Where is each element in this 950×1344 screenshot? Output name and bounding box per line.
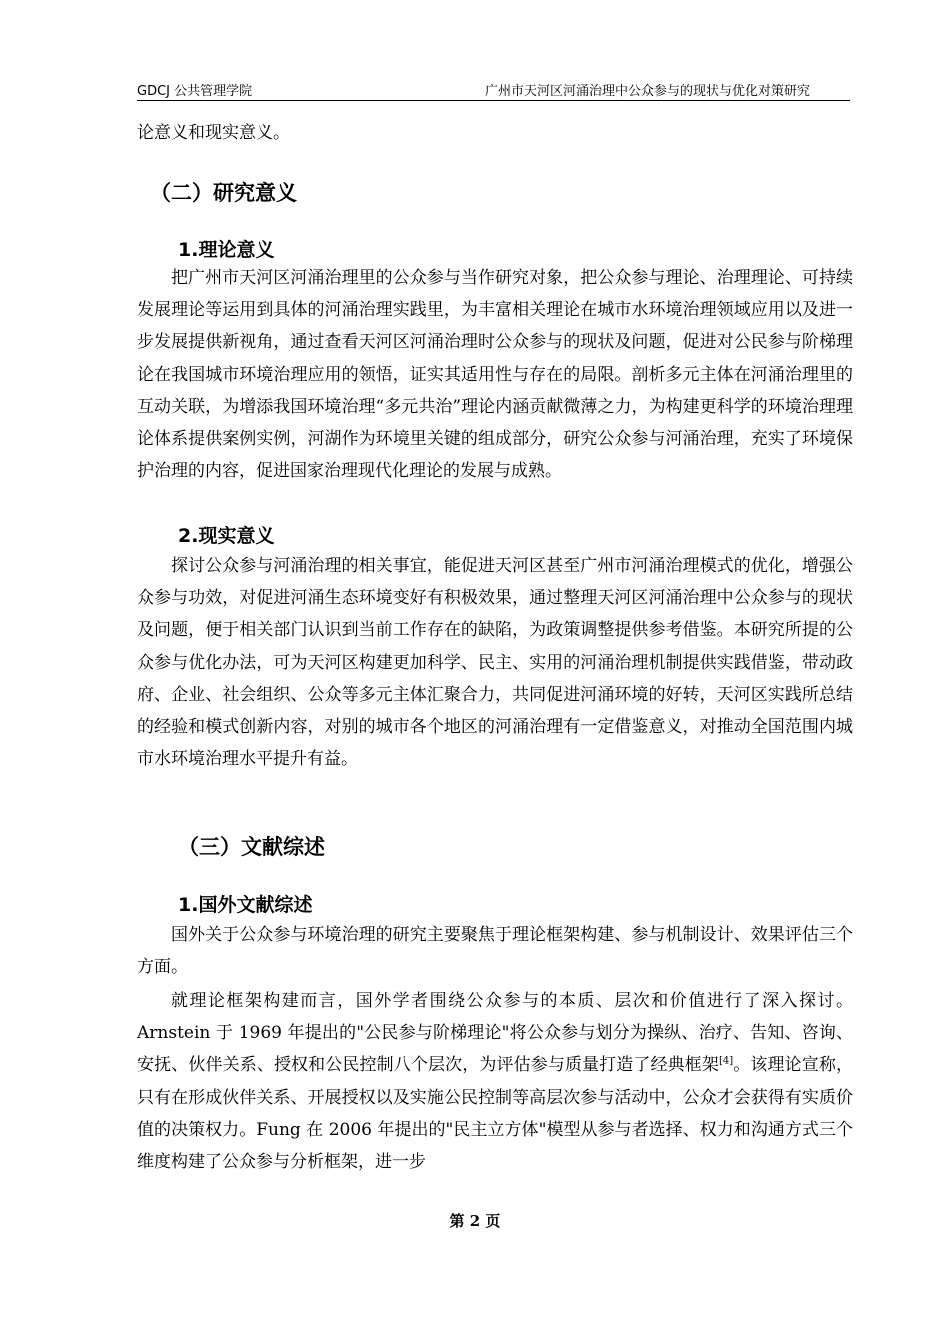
paragraph-theory-framework xyxy=(137,985,853,1178)
section-heading-research-significance: （二）研究意义 xyxy=(150,181,297,205)
paragraph-practical-significance: 探讨公众参与河涌治理的相关事宜，能促进天河区甚至广州市河涌治理模式的优化，增强公众参与功效，对促进河涌生态环境变好有积极效果，通过整理天河区河涌治理中公众参与的现状及问题，便于相关部门认识到当前工作存在的缺陷，为政策调整提供参考借鉴。本研究所提的公众参与优化办法，可为天河区构建更加科学、民主、实用的河涌治理机制提供实践借鉴，带动政府、企业、社会组织、公众等多元主体汇聚合力，共同促进河涌环境的好转，天河区实践所总结的经验和模式创新内容，对别的城市各个地区的河涌治理有一定借鉴意义，对推动全国范围内城市水环境治理水平提升有益。 xyxy=(137,556,853,770)
header-institution: GDCJ 公共管理学院 xyxy=(137,84,253,99)
subheading-practical-significance: 2.现实意义 xyxy=(178,525,275,547)
page-header xyxy=(137,78,850,101)
paragraph-theory-framework-part1: 就理论框架构建而言，国外学者围绕公众参与的本质、层次和价值进行了深入探讨。Arnstein 于 1969 年提出的"公民参与阶梯理论"将公众参与划分为操纵、治疗、告知、咨询、安抚、伙伴关系、授权和公民控制八个层次，为评估参与质量打造了经典框架 xyxy=(137,991,853,1076)
paragraph-foreign-overview: 国外关于公众参与环境治理的研究主要聚焦于理论框架构建、参与机制设计、效果评估三个方面。 xyxy=(137,925,853,978)
header-paper-title: 广州市天河区河涌治理中公众参与的现状与优化对策研究 xyxy=(484,84,810,99)
paragraph-continuation: 论意义和现实意义。 xyxy=(137,123,290,143)
subheading-foreign-literature: 1.国外文献综述 xyxy=(178,894,313,916)
paragraph-theoretical-significance: 把广州市天河区河涌治理里的公众参与当作研究对象，把公众参与理论、治理理论、可持续发展理论等运用到具体的河涌治理实践里，为丰富相关理论在城市水环境治理领域应用以及进一步发展提供新视角，通过查看天河区河涌治理时公众参与的现状及问题，促进对公民参与阶梯理论在我国城市环境治理应用的领悟，证实其适用性与存在的局限。剖析多元主体在河涌治理里的互动关联，为增添我国环境治理“多元共治”理论内涵贡献微薄之力，为构建更科学的环境治理理论体系提供案例实例，河湖作为环境里关键的组成部分，研究公众参与河涌治理，充实了环境保护治理的内容，促进国家治理现代化理论的发展与成熟。 xyxy=(137,268,853,482)
page-number: 第 2 页 xyxy=(449,1212,501,1230)
paragraph-theory-framework-part2: 。该理论宣称，只有在形成伙伴关系、开展授权以及实施公民控制等高层次参与活动中，公众才会获得有实质价值的决策权力。Fung 在 2006 年提出的"民主立方体"模型从参与者选择、权力和沟通方式三个维度构建了公众参与分析框架，进一步 xyxy=(137,1055,854,1173)
citation-4: [4] xyxy=(719,1055,734,1067)
section-heading-literature-review: （三）文献综述 xyxy=(178,835,325,859)
subheading-theoretical-significance: 1.理论意义 xyxy=(178,239,275,261)
